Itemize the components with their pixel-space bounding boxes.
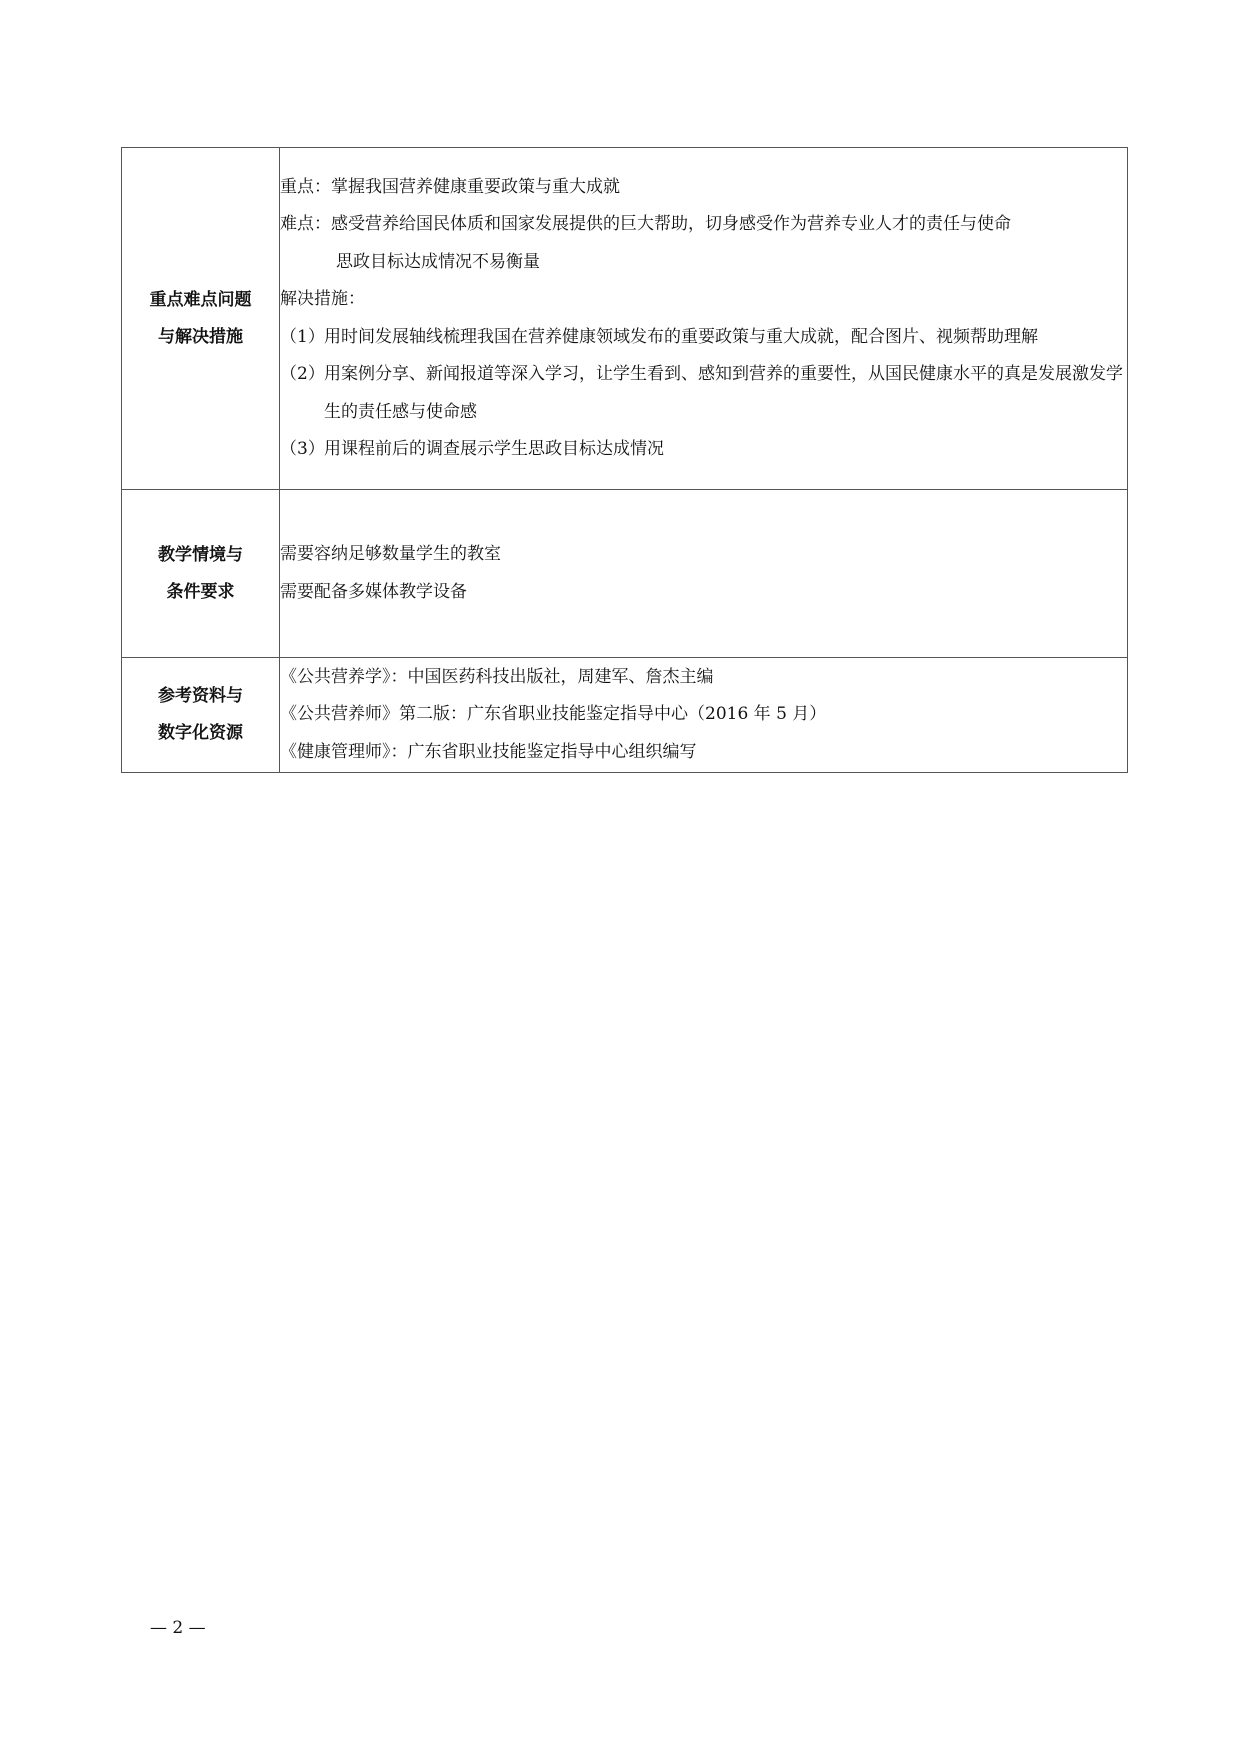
difficulty-text-continued: 思政目标达成情况不易衡量 [336,251,540,272]
row-header-line: 重点难点问题 [149,289,252,310]
list-item [280,356,1127,431]
reference-text: 《健康管理师》：广东省职业技能鉴定指导中心组织编写 [280,741,697,762]
list-item-text: 用时间发展轴线梳理我国在营养健康领域发布的重要政策与重大成就，配合图片、视频帮助理解 [324,326,1038,347]
page-number: — 2 — [150,1618,206,1638]
table-row [122,658,1128,773]
row-content [280,148,1128,490]
row-header [122,658,280,773]
row-content [280,658,1128,773]
row-header [122,148,280,490]
row-header-line: 数字化资源 [158,723,243,743]
reference-text: 《公共营养学》：中国医药科技出版社，周建军、詹杰主编 [280,666,714,687]
solutions-heading: 解决措施： [280,289,365,309]
requirement-text: 需要配备多媒体教学设备 [280,581,467,602]
list-item-text: 用案例分享、新闻报道等深入学习，让学生看到、感知到营养的重要性，从国民健康水平的真是发展激发学生的责任感与使命感 [324,364,1123,422]
requirement-text: 需要容纳足够数量学生的教室 [280,544,501,564]
lesson-plan-table [121,147,1128,773]
table-row [122,490,1128,658]
row-header-line: 参考资料与 [158,686,243,706]
row-header-line: 与解决措施 [158,326,243,347]
row-header [122,490,280,658]
key-point-text: 重点：掌握我国营养健康重要政策与重大成就 [280,176,620,197]
row-content [280,490,1128,658]
reference-text: 《公共营养师》第二版：广东省职业技能鉴定指导中心（2016 年 5 月） [280,704,827,725]
row-header-line: 教学情境与 [158,544,243,565]
list-item-number: （3） [280,439,325,459]
difficulty-text: 难点：感受营养给国民体质和国家发展提供的巨大帮助，切身感受作为营养专业人才的责任与使命 [280,214,1011,234]
table-row [122,148,1128,490]
list-item-number: （2） [280,364,325,384]
list-item-text: 用课程前后的调查展示学生思政目标达成情况 [324,439,664,459]
list-item [280,431,1127,469]
list-item [280,319,1127,357]
row-header-line: 条件要求 [166,581,235,602]
list-item-number: （1） [280,326,325,347]
